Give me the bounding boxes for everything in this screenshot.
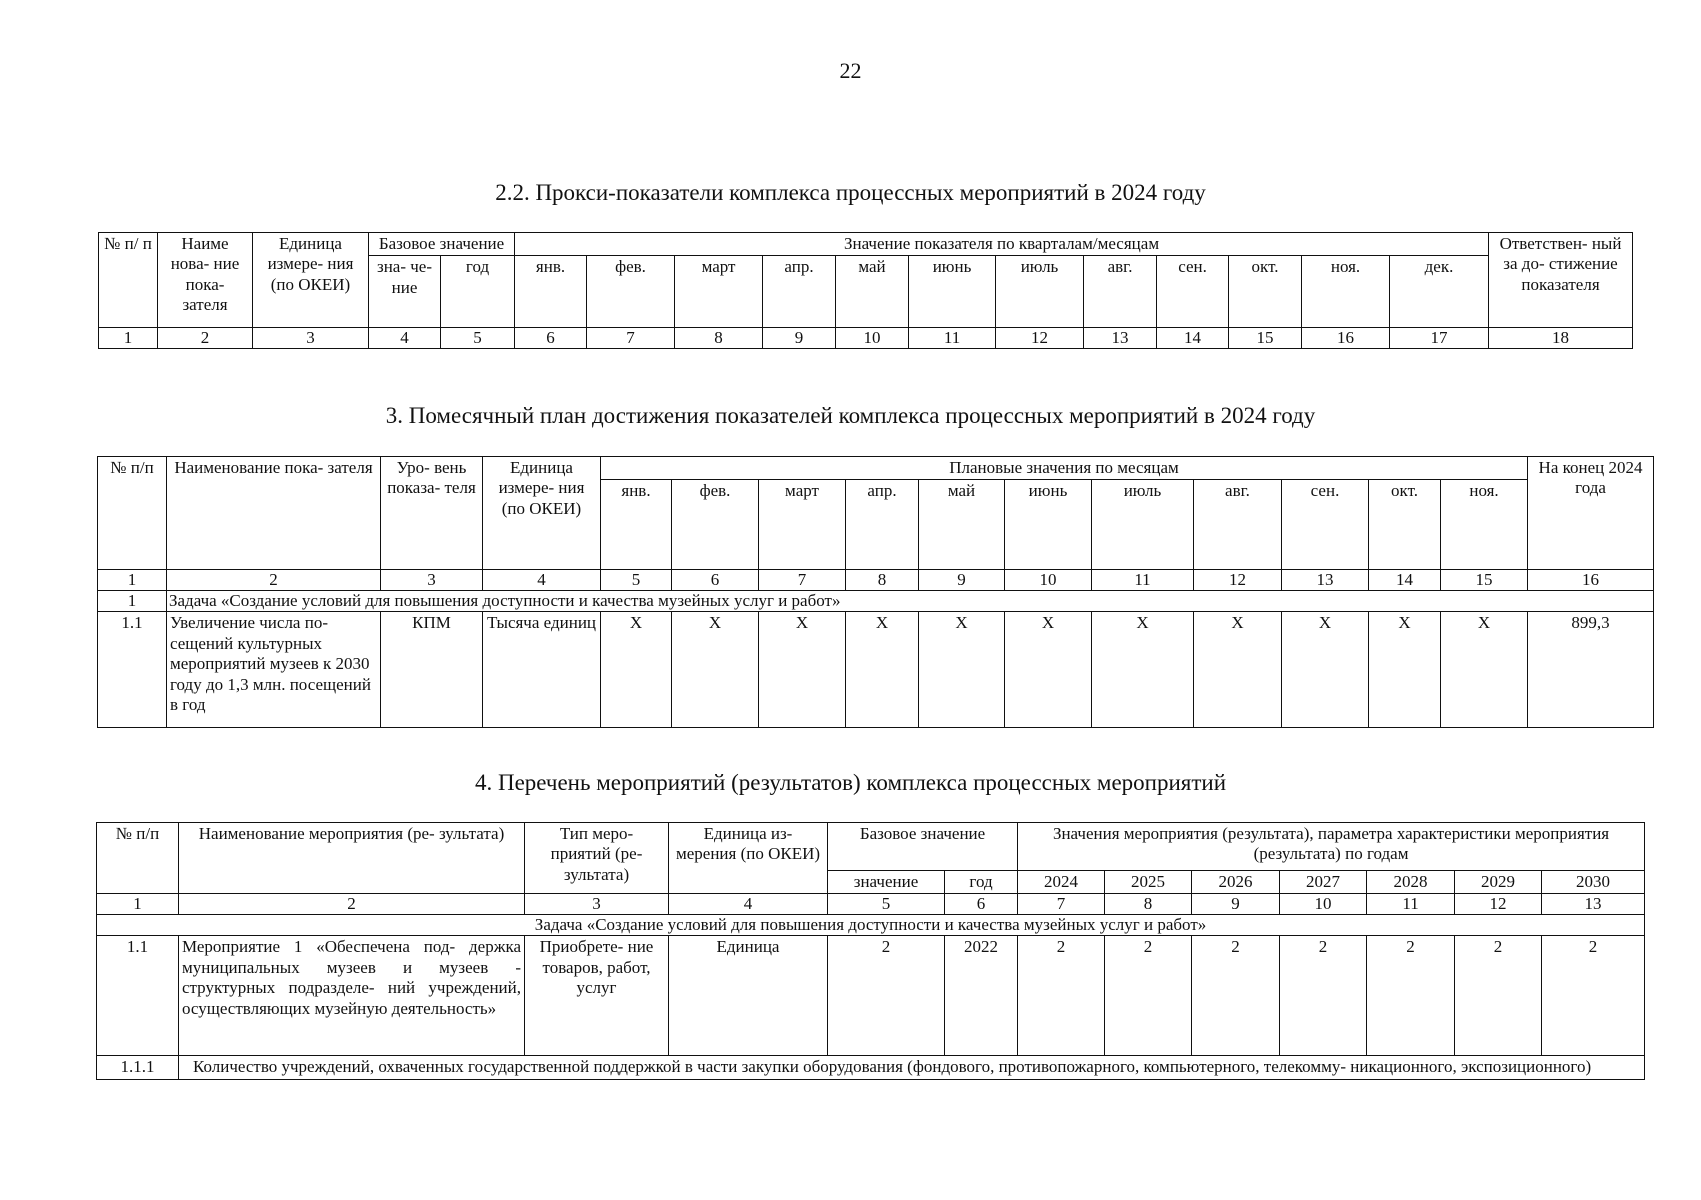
task-text: Задача «Создание условий для повышения доступности и качества музейных услуг и работ» [97, 915, 1645, 936]
column-number: 1 [97, 894, 179, 915]
header-base-value-year: год [945, 871, 1018, 894]
column-number: 12 [1194, 570, 1282, 591]
column-number: 7 [1018, 894, 1105, 915]
header-month: фев. [672, 480, 759, 570]
indicator-unit: Тысяча единиц [483, 612, 601, 728]
indicator-level: КПМ [381, 612, 483, 728]
year-value: 2 [1455, 936, 1542, 1056]
column-number: 10 [1005, 570, 1092, 591]
header-indicator-name: Наименование пока- зателя [167, 457, 381, 570]
header-month: июнь [1005, 480, 1092, 570]
column-number: 7 [587, 328, 675, 349]
proxy-indicators-table [98, 232, 1633, 349]
end-of-year-value: 899,3 [1528, 612, 1654, 728]
header-num: № п/п [97, 823, 179, 894]
header-month: окт. [1229, 256, 1302, 328]
header-year: 2029 [1455, 871, 1542, 894]
column-number: 16 [1302, 328, 1390, 349]
column-number: 11 [1367, 894, 1455, 915]
column-number: 1 [98, 570, 167, 591]
column-number: 12 [1455, 894, 1542, 915]
column-number: 10 [836, 328, 909, 349]
header-month: март [759, 480, 846, 570]
header-year: 2028 [1367, 871, 1455, 894]
sub-row-number: 1.1.1 [97, 1056, 179, 1079]
header-month: авг. [1194, 480, 1282, 570]
row-number: 1.1 [98, 612, 167, 728]
indicator-row [98, 612, 1654, 728]
column-number: 4 [669, 894, 828, 915]
column-number: 15 [1441, 570, 1528, 591]
activity-name: Мероприятие 1 «Обеспечена под- держка муниципальных музеев и музеев - структурных подразделе- ний учреждений, осуществляющих музейную деятельность» [179, 936, 525, 1056]
header-month: апр. [763, 256, 836, 328]
header-month: янв. [515, 256, 587, 328]
column-number: 8 [846, 570, 919, 591]
month-value: X [601, 612, 672, 728]
column-number-row [97, 894, 1645, 915]
column-number: 9 [919, 570, 1005, 591]
header-month: май [836, 256, 909, 328]
column-number: 6 [672, 570, 759, 591]
column-number: 16 [1528, 570, 1654, 591]
header-month: сен. [1157, 256, 1229, 328]
year-value: 2 [1018, 936, 1105, 1056]
page-number: 22 [839, 58, 862, 83]
header-year: 2027 [1280, 871, 1367, 894]
column-number: 1 [99, 328, 158, 349]
header-responsible: Ответствен- ный за до- стижение показателя [1489, 233, 1633, 328]
section-title-4: 4. Перечень мероприятий (результатов) комплекса процессных мероприятий [474, 770, 1227, 795]
column-number: 17 [1390, 328, 1489, 349]
column-number: 10 [1280, 894, 1367, 915]
section-title-3: 3. Помесячный план достижения показателей комплекса процессных мероприятий в 2024 году [385, 403, 1316, 428]
column-number: 18 [1489, 328, 1633, 349]
header-num: № п/п [98, 457, 167, 570]
header-year: 2025 [1105, 871, 1192, 894]
month-value: X [1441, 612, 1528, 728]
base-year: 2022 [945, 936, 1018, 1056]
base-value: 2 [828, 936, 945, 1056]
month-value: X [846, 612, 919, 728]
header-unit: Единица измере- ния (по ОКЕИ) [483, 457, 601, 570]
header-month: июнь [909, 256, 996, 328]
column-number: 5 [441, 328, 515, 349]
task-text: Задача «Создание условий для повышения доступности и качества музейных услуг и работ» [167, 591, 1654, 612]
year-value: 2 [1105, 936, 1192, 1056]
month-value: X [759, 612, 846, 728]
column-number: 13 [1282, 570, 1369, 591]
month-value: X [1369, 612, 1441, 728]
header-month: янв. [601, 480, 672, 570]
header-unit: Единица измере- ния (по ОКЕИ) [253, 233, 369, 328]
column-number: 3 [253, 328, 369, 349]
monthly-plan-table [97, 456, 1654, 728]
header-month: май [919, 480, 1005, 570]
header-base-value-value: значение [828, 871, 945, 894]
header-quarter-month-values: Значение показателя по кварталам/месяцам [515, 233, 1489, 256]
header-year: 2030 [1542, 871, 1645, 894]
header-month: авг. [1084, 256, 1157, 328]
month-value: X [672, 612, 759, 728]
header-month: окт. [1369, 480, 1441, 570]
column-number-row [99, 328, 1633, 349]
column-number: 7 [759, 570, 846, 591]
activities-table [96, 822, 1645, 1080]
header-activity-name: Наименование мероприятия (ре- зультата) [179, 823, 525, 894]
header-base-value: Базовое значение [369, 233, 515, 256]
header-month: март [675, 256, 763, 328]
column-number: 6 [515, 328, 587, 349]
indicator-name: Увеличение числа по- сещений культурных мероприятий музеев к 2030 году до 1,3 млн. посещений в год [167, 612, 381, 728]
month-value: X [1194, 612, 1282, 728]
column-number: 6 [945, 894, 1018, 915]
task-number: 1 [98, 591, 167, 612]
column-number: 9 [763, 328, 836, 349]
task-row [98, 591, 1654, 612]
column-number: 15 [1229, 328, 1302, 349]
header-month: ноя. [1441, 480, 1528, 570]
column-number-row [98, 570, 1654, 591]
column-number: 11 [909, 328, 996, 349]
column-number: 3 [525, 894, 669, 915]
activity-row [97, 936, 1645, 1056]
column-number: 8 [675, 328, 763, 349]
column-number: 4 [483, 570, 601, 591]
column-number: 14 [1157, 328, 1229, 349]
header-monthly-plan: Плановые значения по месяцам [601, 457, 1528, 480]
column-number: 13 [1542, 894, 1645, 915]
month-value: X [1092, 612, 1194, 728]
header-num: № п/ п [99, 233, 158, 328]
column-number: 2 [167, 570, 381, 591]
header-base-value: Базовое значение [828, 823, 1018, 871]
activity-unit: Единица [669, 936, 828, 1056]
section-title-2-2: 2.2. Прокси-показатели комплекса процессных мероприятий в 2024 году [495, 180, 1206, 205]
header-month: сен. [1282, 480, 1369, 570]
column-number: 13 [1084, 328, 1157, 349]
header-year: 2026 [1192, 871, 1280, 894]
header-month: апр. [846, 480, 919, 570]
activity-type: Приобрете- ние товаров, работ, услуг [525, 936, 669, 1056]
header-year: 2024 [1018, 871, 1105, 894]
header-yearly-values: Значения мероприятия (результата), параметра характеристики мероприятия (результата) по годам [1018, 823, 1645, 871]
header-month: июль [1092, 480, 1194, 570]
year-value: 2 [1367, 936, 1455, 1056]
sub-row-text: Количество учреждений, охваченных государственной поддержкой в части закупки оборудования (фондового, противопожарного, компьютерного, телекомму- никационного, экспозиционного) [179, 1056, 1645, 1079]
header-level: Уро- вень показа- теля [381, 457, 483, 570]
header-unit: Единица из- мерения (по ОКЕИ) [669, 823, 828, 894]
header-indicator-name: Наиме нова- ние пока- зателя [158, 233, 253, 328]
year-value: 2 [1542, 936, 1645, 1056]
column-number: 3 [381, 570, 483, 591]
column-number: 11 [1092, 570, 1194, 591]
column-number: 8 [1105, 894, 1192, 915]
header-base-value-value: зна- че- ние [369, 256, 441, 328]
header-month: июль [996, 256, 1084, 328]
header-activity-type: Тип меро- приятий (ре- зультата) [525, 823, 669, 894]
year-value: 2 [1280, 936, 1367, 1056]
column-number: 14 [1369, 570, 1441, 591]
column-number: 12 [996, 328, 1084, 349]
column-number: 4 [369, 328, 441, 349]
column-number: 2 [158, 328, 253, 349]
header-month: фев. [587, 256, 675, 328]
month-value: X [919, 612, 1005, 728]
month-value: X [1005, 612, 1092, 728]
column-number: 5 [601, 570, 672, 591]
column-number: 5 [828, 894, 945, 915]
header-base-value-year: год [441, 256, 515, 328]
year-value: 2 [1192, 936, 1280, 1056]
task-row [97, 915, 1645, 936]
header-end-of-year: На конец 2024 года [1528, 457, 1654, 570]
header-month: дек. [1390, 256, 1489, 328]
sub-indicator-row [97, 1056, 1645, 1079]
row-number: 1.1 [97, 936, 179, 1056]
month-value: X [1282, 612, 1369, 728]
column-number: 9 [1192, 894, 1280, 915]
column-number: 2 [179, 894, 525, 915]
header-month: ноя. [1302, 256, 1390, 328]
